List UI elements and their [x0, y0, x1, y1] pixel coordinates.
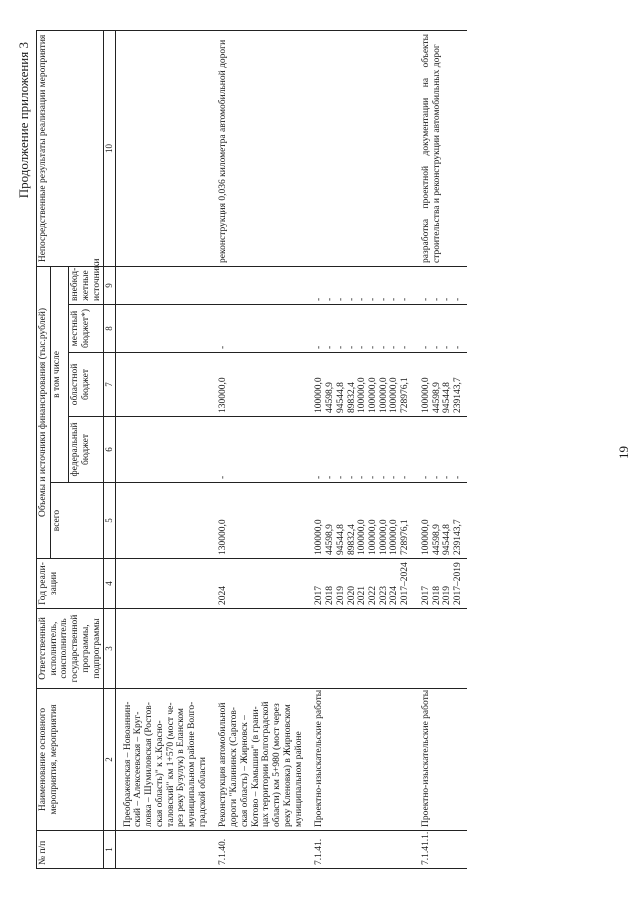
row-number — [115, 831, 211, 869]
local-cell-line: - — [442, 345, 453, 349]
federal-cell-line: - — [442, 475, 453, 479]
measure-name — [115, 689, 211, 831]
header-total: всего — [50, 483, 104, 559]
measure-name-line: реку Кленовка) в Жирновском — [282, 704, 293, 827]
regional-cell-line: 44598,9 — [431, 382, 442, 413]
extrabudget-cell-line: - — [400, 297, 411, 301]
result-cell — [307, 30, 414, 266]
federal-cell-line: - — [420, 475, 431, 479]
federal-cell — [414, 417, 467, 483]
column-number: 5 — [104, 483, 115, 559]
header-extrabudget: внебюд-жетные источники — [69, 266, 104, 304]
local-cell-line: - — [431, 345, 442, 349]
measure-name — [211, 689, 307, 831]
local-cell-line: - — [357, 345, 368, 349]
year-cell-line: 2018 — [431, 586, 442, 605]
total-cell-line: 44598,9 — [431, 524, 442, 555]
federal-cell-line: - — [357, 475, 368, 479]
year-cell-line: 2017–2024 — [400, 562, 411, 605]
local-cell-line: - — [325, 345, 336, 349]
column-number: 2 — [104, 689, 115, 831]
year-cell-line: 2021 — [357, 586, 368, 605]
total-cell-line: 94544,8 — [335, 524, 346, 555]
column-number: 10 — [104, 30, 115, 266]
year-cell-line: 2017 — [420, 586, 431, 605]
header-executor: Ответственный исполнитель, соисполнитель государственной программы, подпрограммы — [37, 609, 104, 689]
page-number: 19 — [616, 446, 631, 459]
header-measure-name: Наименование основного мероприятия, мероприятия — [37, 689, 104, 831]
measure-name-line: муниципальном районе — [293, 731, 304, 827]
extrabudget-cell-line: - — [389, 297, 400, 301]
federal-cell-line: - — [218, 475, 229, 479]
federal-cell-line: - — [400, 475, 411, 479]
local-cell-line: - — [389, 345, 400, 349]
measure-name-line: градской области — [197, 756, 208, 827]
year-cell — [307, 559, 414, 609]
total-cell-line: 239143,7 — [453, 519, 464, 555]
header-regional: областной бюджет — [69, 353, 104, 417]
measure-name-line: цах территории Волгоградской — [261, 701, 272, 827]
regional-cell-line: 100000,0 — [314, 377, 325, 413]
regional-cell-line: 94544,8 — [442, 382, 453, 413]
result-cell: разработка проектной документации на объекты строительства и реконструкции автомобильных дорог — [414, 30, 467, 266]
federal-cell-line: - — [367, 475, 378, 479]
total-cell-line: 100000,0 — [389, 519, 400, 555]
total-cell-line: 100000,0 — [357, 519, 368, 555]
year-cell-line: 2023 — [378, 586, 389, 605]
local-cell-line: - — [420, 345, 431, 349]
local-cell — [414, 305, 467, 353]
regional-cell-line: 100000,0 — [389, 377, 400, 413]
total-cell-line: 100000,0 — [367, 519, 378, 555]
regional-cell — [115, 353, 211, 417]
federal-cell — [211, 417, 307, 483]
appendix-title: Продолжение приложения 3 — [16, 42, 31, 199]
measure-name-line: Котово – Камышин" (в грани- — [250, 706, 261, 827]
column-number: 4 — [104, 559, 115, 609]
local-cell-line: - — [218, 345, 229, 349]
local-cell — [211, 305, 307, 353]
measure-name-line: дороги "Калининск (Саратов- — [229, 707, 240, 827]
measure-name-line: Реконструкция автомобильной — [218, 702, 229, 827]
total-cell-line: 100000,0 — [314, 519, 325, 555]
table-row — [307, 30, 414, 868]
total-cell-line: 130000,0 — [218, 519, 229, 555]
table-row — [414, 30, 467, 868]
total-cell-line: 100000,0 — [378, 519, 389, 555]
regional-cell-line: 94544,8 — [335, 382, 346, 413]
extrabudget-cell-line: - — [325, 297, 336, 301]
column-number: 1 — [104, 831, 115, 869]
year-cell-line: 2018 — [325, 586, 336, 605]
regional-cell-line: 100000,0 — [420, 377, 431, 413]
column-number: 7 — [104, 353, 115, 417]
row-number: 7.1.40. — [211, 831, 307, 869]
measure-name — [414, 689, 467, 831]
header-local: местный бюджет*) — [69, 305, 104, 353]
executor-cell — [307, 609, 414, 689]
result-cell — [115, 30, 211, 266]
federal-cell-line: - — [335, 475, 346, 479]
total-cell — [211, 483, 307, 559]
header-funding-group: Объемы и источники финансирования (тыс.рублей) — [37, 266, 51, 558]
table-row — [211, 30, 307, 868]
year-cell — [414, 559, 467, 609]
regional-cell-line: 44598,9 — [325, 382, 336, 413]
federal-cell — [307, 417, 414, 483]
local-cell-line: - — [400, 345, 411, 349]
total-cell-line: 100000,0 — [420, 519, 431, 555]
measure-name-line: Проектно-изыскательские работы — [420, 689, 431, 827]
local-cell — [115, 305, 211, 353]
extrabudget-cell-line: - — [420, 297, 431, 301]
extrabudget-cell-line: - — [431, 297, 442, 301]
federal-cell-line: - — [325, 475, 336, 479]
local-cell-line: - — [367, 345, 378, 349]
header-year: Год реали-зации — [37, 559, 104, 609]
federal-cell-line: - — [453, 475, 464, 479]
executor-cell — [414, 609, 467, 689]
column-number: 8 — [104, 305, 115, 353]
extrabudget-cell-line: - — [442, 297, 453, 301]
measure-name-line: Проектно-изыскательские работы — [314, 689, 325, 827]
local-cell-line: - — [453, 345, 464, 349]
regional-cell-line: 239143,7 — [453, 377, 464, 413]
result-cell: реконструкция 0,036 километра автомобильной дороги — [211, 30, 307, 266]
federal-cell-line: - — [431, 475, 442, 479]
local-cell-line: - — [314, 345, 325, 349]
extrabudget-cell-line: - — [378, 297, 389, 301]
header-number: № п/п — [37, 831, 104, 869]
measure-name-line: муниципальном районе Волго- — [186, 701, 197, 827]
federal-cell-line: - — [378, 475, 389, 479]
year-cell-line: 2020 — [346, 586, 357, 605]
measure-name-line: рез реку Бузулук) в Еланском — [176, 708, 187, 827]
regional-cell — [414, 353, 467, 417]
header-federal: федеральный бюджет — [69, 417, 104, 483]
column-number: 6 — [104, 417, 115, 483]
local-cell-line: - — [346, 345, 357, 349]
extrabudget-cell — [115, 266, 211, 304]
extrabudget-cell — [307, 266, 414, 304]
total-cell — [414, 483, 467, 559]
executor-cell — [115, 609, 211, 689]
total-cell-line: 94544,8 — [442, 524, 453, 555]
measure-name-line: ская область) – Жирновск – — [239, 715, 250, 827]
header-including: в том числе — [50, 266, 68, 482]
extrabudget-cell-line: - — [453, 297, 464, 301]
local-cell-line: - — [378, 345, 389, 349]
measure-name-line: области) км 5+980 (мост через — [272, 703, 283, 827]
regional-cell-line: 89832,4 — [346, 382, 357, 413]
total-cell-line: 728976,1 — [400, 519, 411, 555]
measure-name-line: ский – Алексеевская – Круг- — [133, 711, 144, 827]
regional-cell — [211, 353, 307, 417]
total-cell-line: 89832,4 — [346, 524, 357, 555]
executor-cell — [211, 609, 307, 689]
extrabudget-cell — [414, 266, 467, 304]
federal-cell-line: - — [389, 475, 400, 479]
federal-cell-line: - — [346, 475, 357, 479]
header-results: Непосредственные результаты реализации мероприятия — [37, 30, 104, 266]
extrabudget-cell-line: - — [367, 297, 378, 301]
extrabudget-cell — [211, 266, 307, 304]
regional-cell — [307, 353, 414, 417]
extrabudget-cell-line: - — [335, 297, 346, 301]
total-cell — [115, 483, 211, 559]
regional-cell-line: 100000,0 — [367, 377, 378, 413]
regional-cell-line: 130000,0 — [218, 377, 229, 413]
year-cell-line: 2017–2019 — [453, 562, 464, 605]
regional-cell-line: 100000,0 — [378, 377, 389, 413]
measure-name-line: Преображенская – Новоаннин- — [122, 701, 133, 827]
regional-cell-line: 728976,1 — [400, 377, 411, 413]
year-cell-line: 2019 — [442, 586, 453, 605]
federal-cell — [115, 417, 211, 483]
year-cell-line: 2022 — [367, 586, 378, 605]
funding-table — [36, 30, 467, 869]
measure-name-line: таловский" км 1+570 (мост че- — [165, 702, 176, 827]
year-cell-line: 2024 — [218, 586, 229, 605]
year-cell-line: 2024 — [389, 586, 400, 605]
extrabudget-cell-line: - — [346, 297, 357, 301]
row-number: 7.1.41. — [307, 831, 414, 869]
column-number: 3 — [104, 609, 115, 689]
measure-name — [307, 689, 414, 831]
table-row — [115, 30, 211, 868]
local-cell — [307, 305, 414, 353]
federal-cell-line: - — [314, 475, 325, 479]
total-cell-line: 44598,9 — [325, 524, 336, 555]
column-number: 9 — [104, 266, 115, 304]
year-cell-line: 2019 — [335, 586, 346, 605]
year-cell — [211, 559, 307, 609]
measure-name-line: ловка – Шумиловская (Ростов- — [144, 702, 155, 827]
regional-cell-line: 100000,0 — [357, 377, 368, 413]
extrabudget-cell-line: - — [314, 297, 325, 301]
extrabudget-cell-line: - — [357, 297, 368, 301]
measure-name-line: ская область)" к х.Красно- — [154, 720, 165, 827]
total-cell — [307, 483, 414, 559]
local-cell-line: - — [335, 345, 346, 349]
year-cell-line: 2017 — [314, 586, 325, 605]
year-cell — [115, 559, 211, 609]
row-number: 7.1.41.1. — [414, 831, 467, 869]
